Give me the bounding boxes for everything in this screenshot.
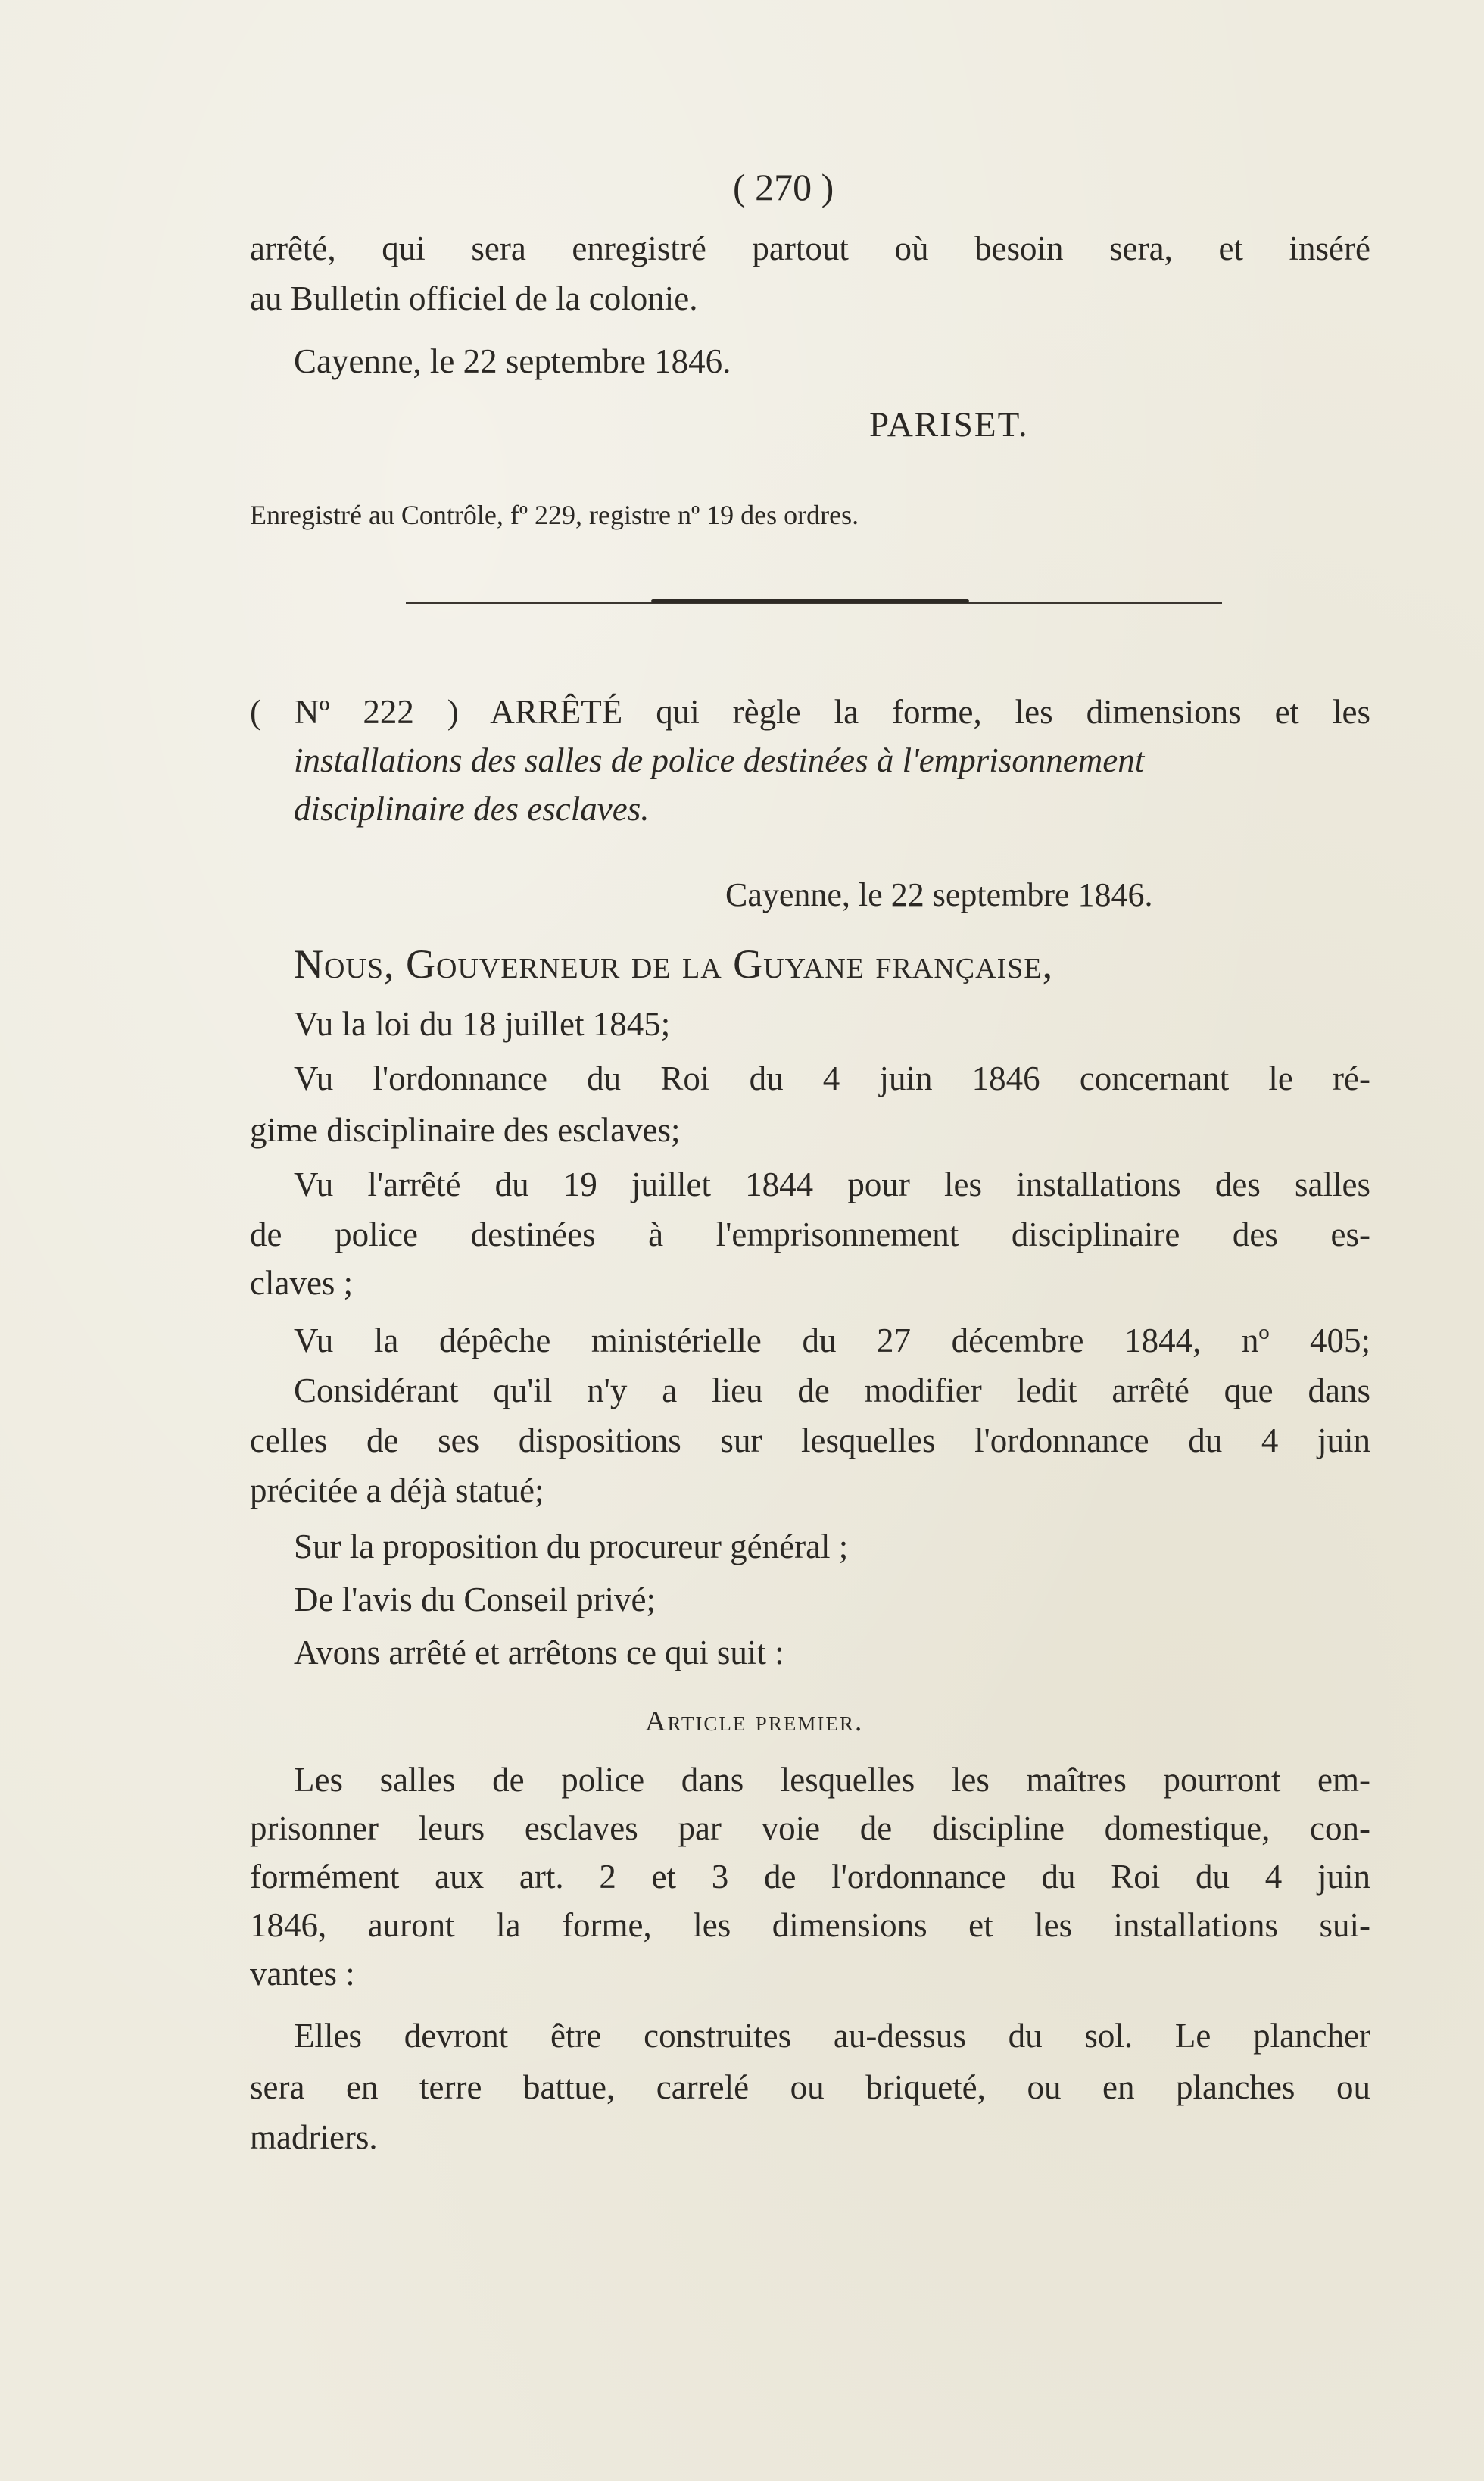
considerant-line-2: celles de ses dispositions sur lesquelles l'ordonnance du 4 juin bbox=[250, 1422, 1370, 1459]
intro-date: Cayenne, le 22 septembre 1846. bbox=[294, 342, 731, 380]
page-number: ( 270 ) bbox=[733, 166, 834, 208]
article-para-2-line-3: madriers. bbox=[250, 2118, 378, 2156]
decree-date: Cayenne, le 22 septembre 1846. bbox=[725, 876, 1153, 913]
vu-arrete-line-1: Vu l'arrêté du 19 juillet 1844 pour les installations des salles bbox=[294, 1166, 1370, 1203]
intro-line-1: arrêté, qui sera enregistré partout où besoin sera, et inséré bbox=[250, 229, 1370, 267]
section-divider-center bbox=[651, 599, 969, 603]
article-para-2-line-1: Elles devront être construites au-dessus du sol. Le plancher bbox=[294, 2017, 1370, 2055]
vu-arrete-line-2: de police destinées à l'emprisonnement disciplinaire des es- bbox=[250, 1216, 1370, 1253]
heading-line-2: installations des salles de police destinées à l'emprisonnement bbox=[294, 741, 1145, 779]
article-title: Article premier. bbox=[645, 1705, 864, 1737]
registration-note: Enregistré au Contrôle, fº 229, registre nº 19 des ordres. bbox=[250, 500, 859, 530]
considerant-line-3: précitée a déjà statué; bbox=[250, 1471, 544, 1509]
avons-arrete: Avons arrêté et arrêtons ce qui suit : bbox=[294, 1634, 784, 1671]
vu-ordonnance-line-2: gime disciplinaire des esclaves; bbox=[250, 1111, 681, 1149]
nous-gouverneur: Nous, Gouverneur de la Guyane française, bbox=[294, 941, 1054, 987]
intro-line-2: au Bulletin officiel de la colonie. bbox=[250, 279, 698, 317]
heading-line-1: ( Nº 222 ) ARRÊTÉ qui règle la forme, les dimensions et les bbox=[250, 693, 1370, 731]
vu-ordonnance-line-1: Vu l'ordonnance du Roi du 4 juin 1846 concernant le ré- bbox=[294, 1059, 1370, 1097]
article-para-1-line-5: vantes : bbox=[250, 1955, 355, 1993]
considerant-line-1: Considérant qu'il n'y a lieu de modifier ledit arrêté que dans bbox=[294, 1372, 1370, 1409]
vu-depeche: Vu la dépêche ministérielle du 27 décembre 1844, nº 405; bbox=[294, 1322, 1370, 1359]
sur-proposition: Sur la proposition du procureur général ; bbox=[294, 1528, 849, 1565]
article-para-1-line-3: formément aux art. 2 et 3 de l'ordonnance du Roi du 4 juin bbox=[250, 1858, 1370, 1896]
article-para-1-line-4: 1846, auront la forme, les dimensions et les installations sui- bbox=[250, 1906, 1370, 1944]
heading-line-3: disciplinaire des esclaves. bbox=[294, 790, 650, 828]
article-para-1-line-1: Les salles de police dans lesquelles les maîtres pourront em- bbox=[294, 1761, 1370, 1799]
article-para-2-line-2: sera en terre battue, carrelé ou briqueté, ou en planches ou bbox=[250, 2068, 1370, 2106]
de-avis: De l'avis du Conseil privé; bbox=[294, 1581, 656, 1618]
vu-loi: Vu la loi du 18 juillet 1845; bbox=[294, 1005, 671, 1043]
signature: PARISET. bbox=[869, 405, 1029, 445]
article-para-1-line-2: prisonner leurs esclaves par voie de discipline domestique, con- bbox=[250, 1809, 1370, 1847]
vu-arrete-line-3: claves ; bbox=[250, 1264, 354, 1302]
